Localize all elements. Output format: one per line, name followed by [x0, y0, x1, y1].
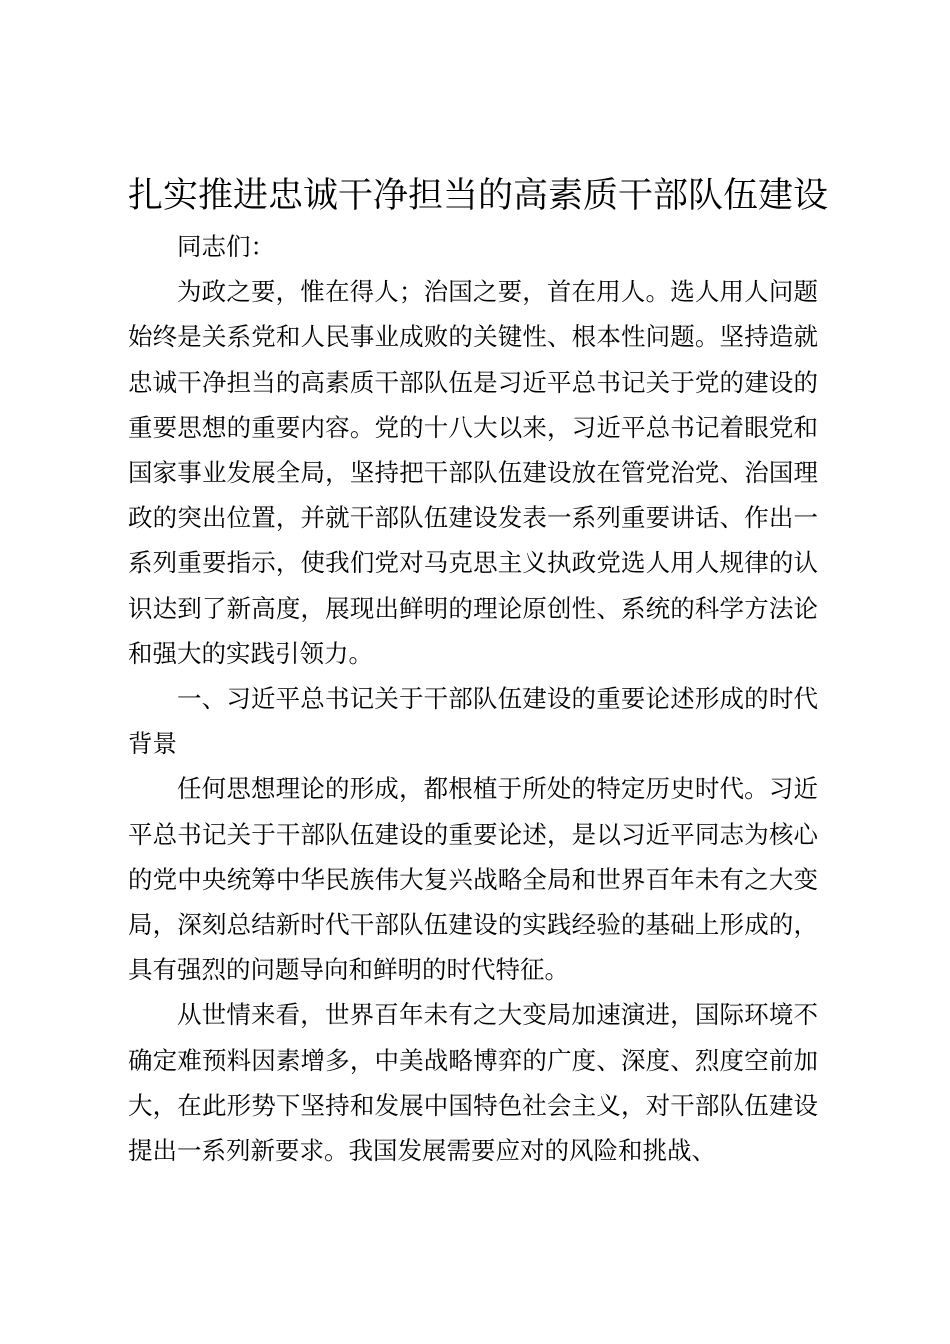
salutation: 同志们：	[177, 232, 275, 261]
paragraph: 为政之要，惟在得人；治国之要，首在用人。选人用人问题始终是关系党和人民事业成败的关键性、根本性问题。坚持造就忠诚干净担当的高素质干部队伍是习近平总书记关于党的建设的重要思想的重要内容。党的十八大以来，习近平总书记着眼党和国家事业发展全局，坚持把干部队伍建设放在管党治党、治国理政的突出位置，并就干部队伍建设发表一系列重要讲话、作出一系列重要指示，使我们党对马克思主义执政党选人用人规律的认识达到了新高度，展现出鲜明的理论原创性、系统的科学方法论和强大的实践引领力。	[128, 277, 818, 668]
paragraph: 从世情来看，世界百年未有之大变局加速演进，国际环境不确定难预料因素增多，中美战略博弈的广度、深度、烈度空前加大，在此形势下坚持和发展中国特色社会主义，对干部队伍建设提出一系列新要求。我国发展需要应对的风险和挑战、	[128, 1000, 818, 1166]
section-heading: 一、习近平总书记关于干部队伍建设的重要论述形成的时代背景	[128, 684, 818, 759]
paragraph: 任何思想理论的形成，都根植于所处的特定历史时代。习近平总书记关于干部队伍建设的重要论述，是以习近平同志为核心的党中央统筹中华民族伟大复兴战略全局和世界百年未有之大变局，深刻总结新时代干部队伍建设的实践经验的基础上形成的，具有强烈的问题导向和鲜明的时代特征。	[128, 774, 818, 985]
document-title: 扎实推进忠诚干净担当的高素质干部队伍建设	[128, 176, 829, 216]
document-body	[128, 224, 818, 1173]
